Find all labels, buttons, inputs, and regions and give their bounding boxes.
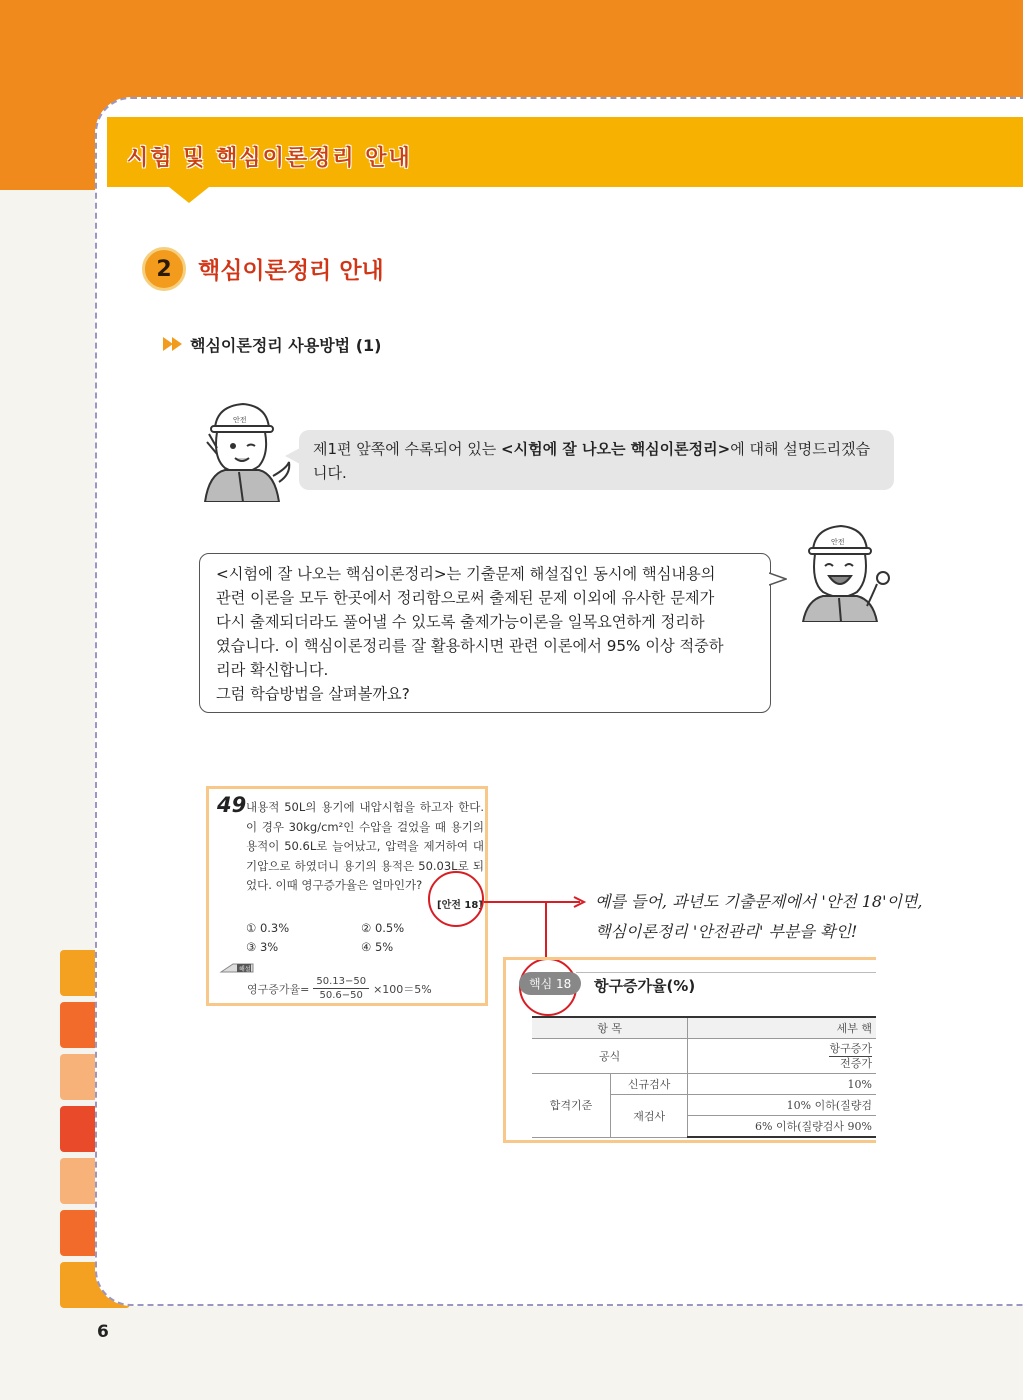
page-number: 6 xyxy=(97,1322,109,1342)
formula-prefix: 영구증가율= xyxy=(247,982,310,996)
question-number: 49 xyxy=(217,793,247,817)
bubble2-line: 그럼 학습방법을 살펴볼까요? xyxy=(216,685,410,703)
core-badge: 핵심 18 xyxy=(519,972,581,995)
table-cell-formula-label: 공식 xyxy=(532,1039,688,1074)
answer-formula xyxy=(247,975,432,1002)
question-text: 내용적 50L의 용기에 내압시험을 하고자 한다. 이 경우 30kg/cm²인 수압을 걸었을 때 용기의 용적이 50.6L로 늘어났고, 압력을 제거하여 대기압으로 하였더니 용기의 용적은 50.03L로 되었다. 이때 영구증가율은 얼마인가? xyxy=(246,800,484,892)
table-cell-reinspection-value-2: 6% 이하(질량검사 90% xyxy=(688,1116,876,1138)
bubble2-line: 관련 이론을 모두 한곳에서 정리함으로써 출제된 문제 이외에 유사한 문제가 xyxy=(216,589,715,607)
option-2: ② 0.5% xyxy=(361,921,405,935)
table-cell-formula xyxy=(688,1039,876,1074)
svg-text:안전: 안전 xyxy=(831,538,845,546)
section-title: 핵심이론정리 안내 xyxy=(198,258,384,284)
bubble2-line: 다시 출제되더라도 풀어낼 수 있도록 출제가능이론을 일목요연하게 정리하 xyxy=(216,613,705,631)
double-arrow-icon xyxy=(163,337,185,351)
bubble1-text-pre: 제1편 앞쪽에 수록되어 있는 xyxy=(313,440,502,458)
table-header-item: 항 목 xyxy=(532,1017,688,1039)
speech-bubble-intro xyxy=(299,430,894,490)
bubble2-line: <시험에 잘 나오는 핵심이론정리>는 기출문제 해설집인 동시에 핵심내용의 xyxy=(216,565,716,583)
bubble2-line: 였습니다. 이 핵심이론정리를 잘 활용하시면 관련 이론에서 95% 이상 적중하 xyxy=(216,637,724,655)
svg-text:안전: 안전 xyxy=(233,416,247,424)
section-number: 2 xyxy=(142,247,186,291)
table-cell-reinspection: 재검사 xyxy=(611,1095,688,1138)
table-cell-reinspection-value-1: 10% 이하(질량검 xyxy=(688,1095,876,1116)
table-header-detail: 세부 핵 xyxy=(688,1017,876,1039)
header-title: 시험 및 핵심이론정리 안내 xyxy=(127,146,412,171)
question-tag: [안전 18] xyxy=(437,900,483,911)
formula-top: 항구증가 xyxy=(829,1041,872,1055)
formula-bottom: 전증가 xyxy=(840,1056,872,1070)
option-3: ③ 3% xyxy=(246,940,279,954)
hint-pencil-icon xyxy=(219,960,255,976)
core-table xyxy=(532,1016,876,1138)
core-title: 항구증가율(%) xyxy=(594,977,696,995)
table-cell-pass-criteria: 합격기준 xyxy=(532,1074,611,1138)
bubble2-line: 리라 확신합니다. xyxy=(216,661,329,679)
header-bar xyxy=(107,117,1023,187)
formula-denominator: 50.6−50 xyxy=(319,990,363,1001)
option-4: ④ 5% xyxy=(361,940,394,954)
option-1: ① 0.3% xyxy=(246,921,290,935)
subsection-title: 핵심이론정리 사용방법 (1) xyxy=(190,336,382,355)
table-cell-new-value: 10% xyxy=(688,1074,876,1095)
speech-bubble-explanation xyxy=(199,553,771,713)
core-theory-box xyxy=(503,957,876,1143)
bubble1-text-bold: <시험에 잘 나오는 핵심이론정리> xyxy=(501,440,731,458)
worker-character-icon xyxy=(195,398,293,502)
handnote-line-2: 핵심이론정리 '안전관리' 부분을 확인! xyxy=(595,922,858,941)
worker-ok-character-icon xyxy=(795,522,895,622)
hint-label: 해설 xyxy=(239,966,251,973)
connector-lines xyxy=(480,890,590,960)
bubble1-text-post: 에 대해 설명드리겠습니다. xyxy=(313,440,871,482)
formula-numerator: 50.13−50 xyxy=(313,975,369,989)
tag-highlight-circle xyxy=(428,871,484,927)
formula-suffix: ×100＝5% xyxy=(373,982,432,996)
handnote-line-1: 예를 들어, 과년도 기출문제에서 '안전 18'이면, xyxy=(595,892,923,911)
table-cell-new-inspection: 신규검사 xyxy=(611,1074,688,1095)
handwritten-note xyxy=(595,887,923,947)
